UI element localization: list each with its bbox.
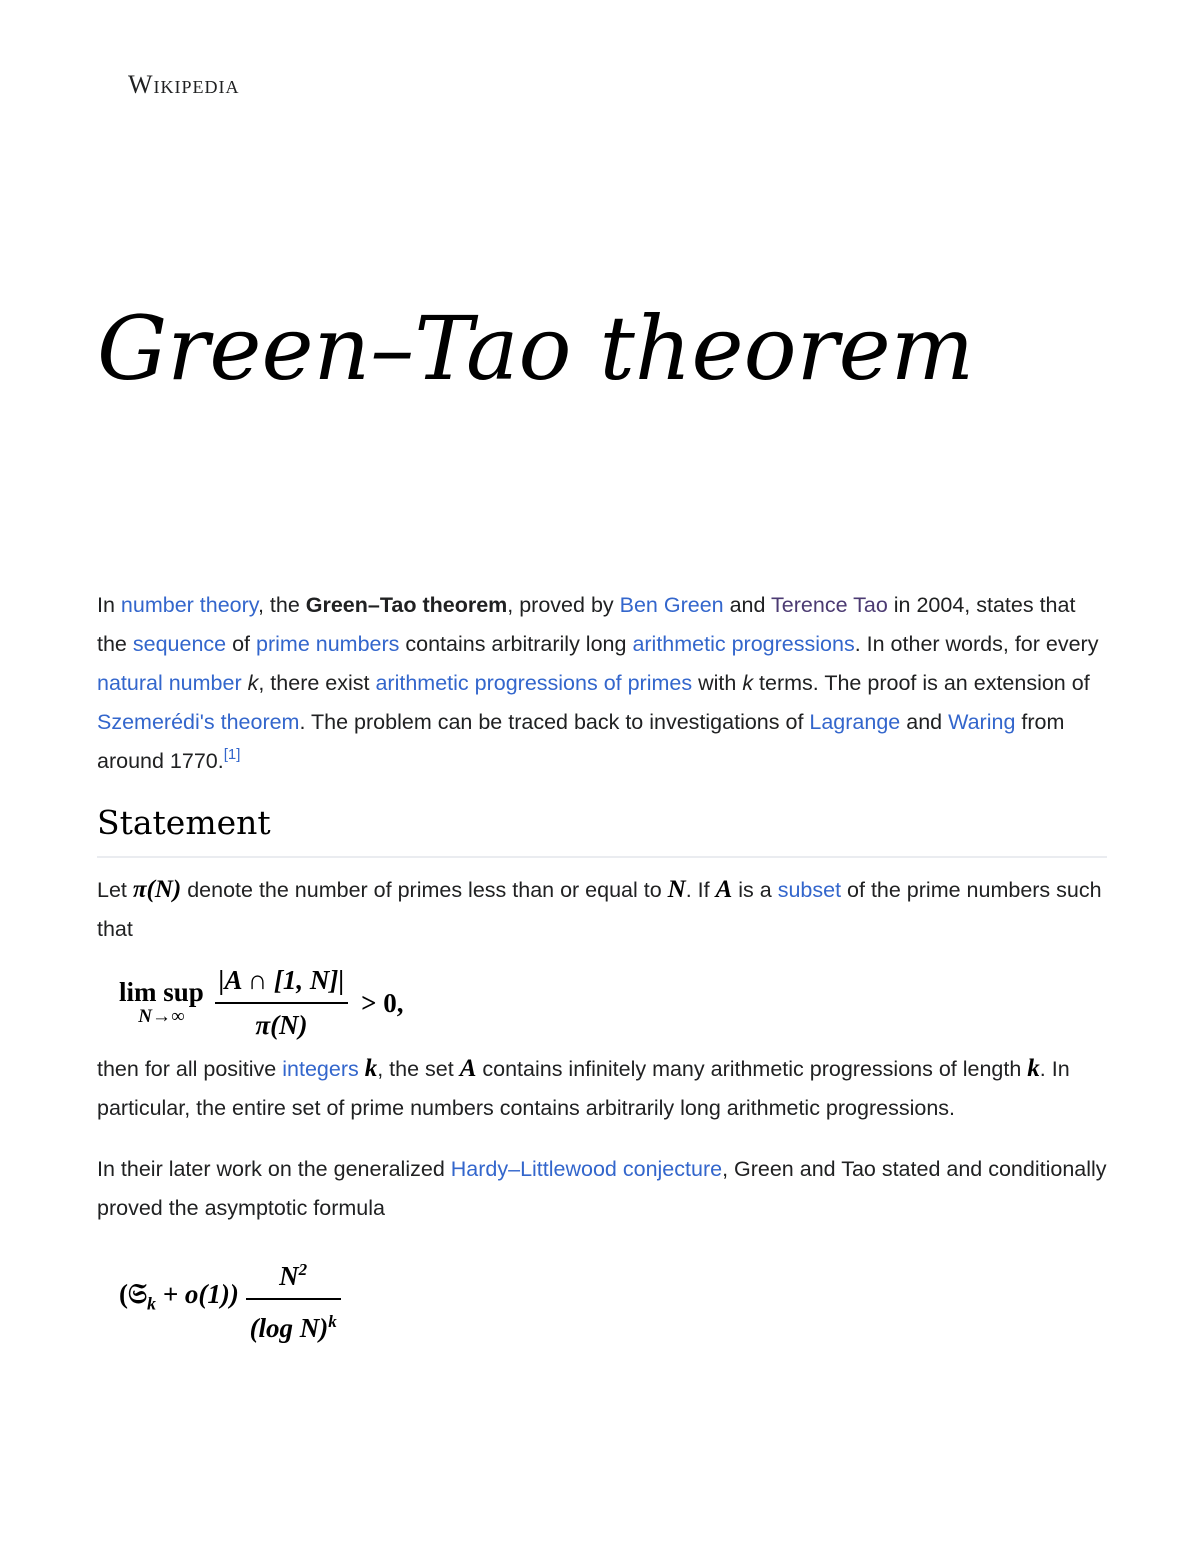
lhs-subscript: k [146,1293,156,1314]
bold-theorem-name: Green–Tao theorem [305,593,508,617]
link-sequence[interactable]: sequence [132,632,227,656]
text: of the prime numbers such that [97,878,1102,941]
fraction-numerator: |A ∩ [1, N]| [215,961,349,1004]
den-exponent: k [328,1312,337,1331]
formula-limsup [119,961,1107,1045]
text: . In other words, for every [854,632,1099,656]
text: terms. The proof is an extension of [753,671,1090,695]
link-hardy-littlewood-conjecture[interactable]: Hardy–Littlewood conjecture [450,1157,723,1181]
fraction-denominator: π(N) [255,1010,308,1040]
link-number-theory[interactable]: number theory [120,593,258,617]
link-ben-green[interactable]: Ben Green [619,593,724,617]
link-subset[interactable]: subset [777,878,842,902]
statement-paragraph-2 [97,1049,1107,1128]
link-arithmetic-progressions-of-primes[interactable]: arithmetic progressions of primes [375,671,693,695]
math-n: N [667,876,686,903]
wikipedia-logo[interactable]: Wikipedia [128,70,240,99]
math-k: k [1027,1055,1040,1082]
limsup-text: lim sup [119,976,204,1007]
statement-paragraph-3 [97,1150,1107,1228]
text: Let [97,878,133,902]
text: In [97,593,121,617]
text: , Green and Tao stated and conditionally proved the asymptotic formula [97,1157,1107,1220]
section-heading-statement: Statement [97,803,1107,858]
citation-ref-1[interactable]: [1] [223,746,241,763]
formula-lhs [119,1278,239,1314]
fraction [215,961,349,1045]
statement-paragraph-1 [97,870,1107,949]
link-arithmetic-progressions[interactable]: arithmetic progressions [632,632,855,656]
link-lagrange[interactable]: Lagrange [809,710,901,734]
num-text: N [279,1261,299,1291]
link-terence-tao[interactable]: Terence Tao [771,593,888,617]
page-title: Green–Tao theorem [97,297,975,400]
text: , the [257,593,306,617]
math-pi-n: π(N) [132,876,182,903]
lhs-mid: + o(1)) [155,1278,239,1309]
text: contains infinitely many arithmetic progressions of length [476,1057,1028,1081]
var-k: k [742,671,754,695]
formula-asymptotic [119,1250,1107,1343]
text: In their later work on the generalized [97,1157,451,1181]
link-natural-number[interactable]: natural number [97,671,242,695]
link-waring[interactable]: Waring [948,710,1016,734]
text: . If [685,878,716,902]
limsup-subscript: N→∞ [138,1006,185,1028]
text: then for all positive [97,1057,283,1081]
fraction-numerator [246,1250,341,1300]
link-prime-numbers[interactable]: prime numbers [256,632,400,656]
text: in 2004, states that the [97,593,1076,656]
text: . In particular, the entire set of prime numbers contains arbitrarily long arithmetic progressions. [97,1057,1070,1120]
text: and [723,593,772,617]
limsup-operator [119,978,204,1029]
text: contains arbitrarily long [399,632,633,656]
section-statement [97,803,1107,858]
text: and [900,710,949,734]
num-exponent: 2 [298,1260,308,1279]
math-k: k [364,1055,378,1082]
var-k: k [247,671,259,695]
text: . The problem can be traced back to investigations of [299,710,810,734]
text: from around 1770. [97,710,1065,773]
fraction-denominator [246,1300,341,1348]
text: , proved by [507,593,620,617]
den-text: (log N) [249,1313,329,1343]
math-a: A [715,876,733,903]
link-szemeredi-theorem[interactable]: Szemerédi's theorem [97,710,300,734]
text: denote the number of primes less than or equal to [181,878,668,902]
text: with [692,671,743,695]
link-integers[interactable]: integers [282,1057,359,1081]
text: is a [732,878,778,902]
intro-paragraph [97,586,1107,781]
lhs-text: (𝔖 [119,1278,147,1309]
text: of [226,632,257,656]
formula-rhs: > 0, [361,987,404,1018]
math-a: A [459,1055,477,1082]
article-body [97,586,1107,1343]
text: , the set [377,1057,460,1081]
text: , there exist [258,671,376,695]
fraction [246,1250,341,1348]
